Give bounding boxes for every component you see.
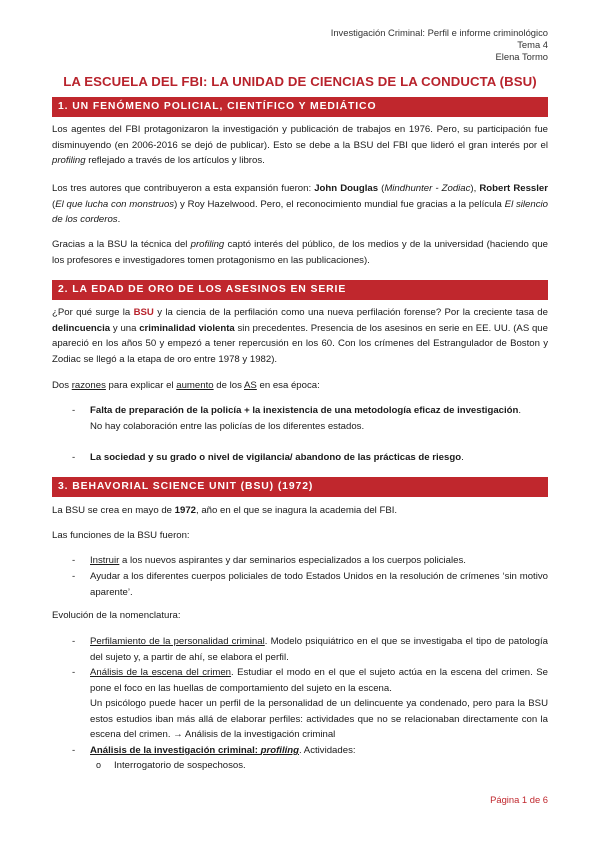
running-header (331, 27, 548, 64)
s3-paragraph-2: Las funciones de la BSU fueron: (52, 530, 190, 541)
section-1-heading: 1. UN FENÓMENO POLICIAL, CIENTÍFICO Y MEDIÁTICO (52, 97, 548, 117)
list-dash: - (72, 571, 76, 582)
document-title: LA ESCUELA DEL FBI: LA UNIDAD DE CIENCIAS DE LA CONDUCTA (BSU) (63, 74, 537, 89)
section-3-heading: 3. BEHAVORIAL SCIENCE UNIT (BSU) (1972) (52, 477, 548, 497)
s2-paragraph-1: ¿Por qué surge la BSU y la ciencia de la perfilación como una nueva perfilación forense? Por la creciente tasa de delincuencia y una criminalidad violenta sin precedentes. Presencia de los asesinos en serie en EE. UU. (AS que apareció en los años 50 y empezó a tener repercusión en los 60. Con los crímenes del Estrangulador de Boston y Zodiac se llegó a la etapa de oro entre 1978 y 1982). (52, 307, 548, 365)
s3-function-2: Ayudar a los diferentes cuerpos policiales de todo Estados Unidos en la resolución de crímenes ‘sin motivo aparente’. (90, 571, 548, 598)
s3-paragraph-1: La BSU se crea en mayo de 1972, año en el que se inagura la academia del FBI. (52, 505, 398, 516)
s1-paragraph-3: Gracias a la BSU la técnica del profiling captó interés del público, de los medios y de la universidad (haciendo que los profesores e investigadores tomen protagonismo en las publicaciones). (52, 239, 548, 266)
header-course: Investigación Criminal: Perfil e informe criminológico (330, 27, 548, 38)
header-topic: Tema 4 (517, 39, 548, 51)
list-dash: - (72, 405, 76, 416)
s2-reason-1: Falta de preparación de la policía + la inexistencia de una metodología eficaz de investigación. No hay colaboración entre las policías de los diferentes estados. (90, 405, 522, 432)
s3-paragraph-3: Evolución de la nomenclatura: (52, 610, 181, 621)
s1-paragraph-1: Los agentes del FBI protagonizaron la investigación y publicación de trabajos en 1976. Pero, su participación fue disminuyendo (en 2006-2016 se dejó de publicar). Esto se debe a la BSU del FBI que lideró el gran interés por el profiling reflejado a través de los artículos y libros. (52, 124, 548, 166)
s2-reason-2: La sociedad y su grado o nivel de vigilancia/ abandono de las prácticas de riesgo. (90, 452, 464, 463)
list-dash: - (72, 555, 76, 566)
s1-paragraph-2: Los tres autores que contribuyeron a esta expansión fueron: John Douglas (Mindhunter - Zodiac), Robert Ressler (El que lucha con monstruos) y Roy Hazelwood. Pero, el reconocimiento mundial fue gracias a la película El silencio de los corderos. (52, 183, 548, 225)
s3-nomenclature-3: Análisis de la investigación criminal: profiling. Actividades: (90, 745, 356, 756)
list-dash: - (72, 745, 76, 756)
s3-activity-1: Interrogatorio de sospechosos. (114, 760, 246, 771)
page-number: Página 1 de 6 (490, 794, 548, 805)
header-author: Elena Tormo (495, 51, 548, 63)
s2-paragraph-2: Dos razones para explicar el aumento de los AS en esa época: (52, 380, 320, 391)
s3-function-1: Instruir a los nuevos aspirantes y dar seminarios especializados a los cuerpos policiales. (90, 555, 466, 566)
s3-nomenclature-2: Análisis de la escena del crimen. Estudiar el modo en el que el sujeto actúa en la escena del crimen. Se pone el foco en las huellas de comportamiento del sujeto en la escena. Un psicólogo puede hacer un perfil de la personalidad de un delincuente ya condenado, pero para la BSU estos estudios iban más allá de elaborar perfiles: actividades que no se relacionaban directamente con la escena del crimen. → Análisis de la investigación criminal (90, 667, 548, 740)
list-dash: - (72, 667, 76, 678)
sub-bullet: o (96, 760, 102, 770)
s3-nomenclature-1: Perfilamiento de la personalidad criminal. Modelo psiquiátrico en el que se investigaba el tipo de patología del sujeto y, a partir de ahí, se elabora el perfil. (90, 636, 549, 663)
list-dash: - (72, 636, 76, 647)
list-dash: - (72, 452, 76, 463)
section-2-heading: 2. LA EDAD DE ORO DE LOS ASESINOS EN SERIE (52, 280, 548, 300)
